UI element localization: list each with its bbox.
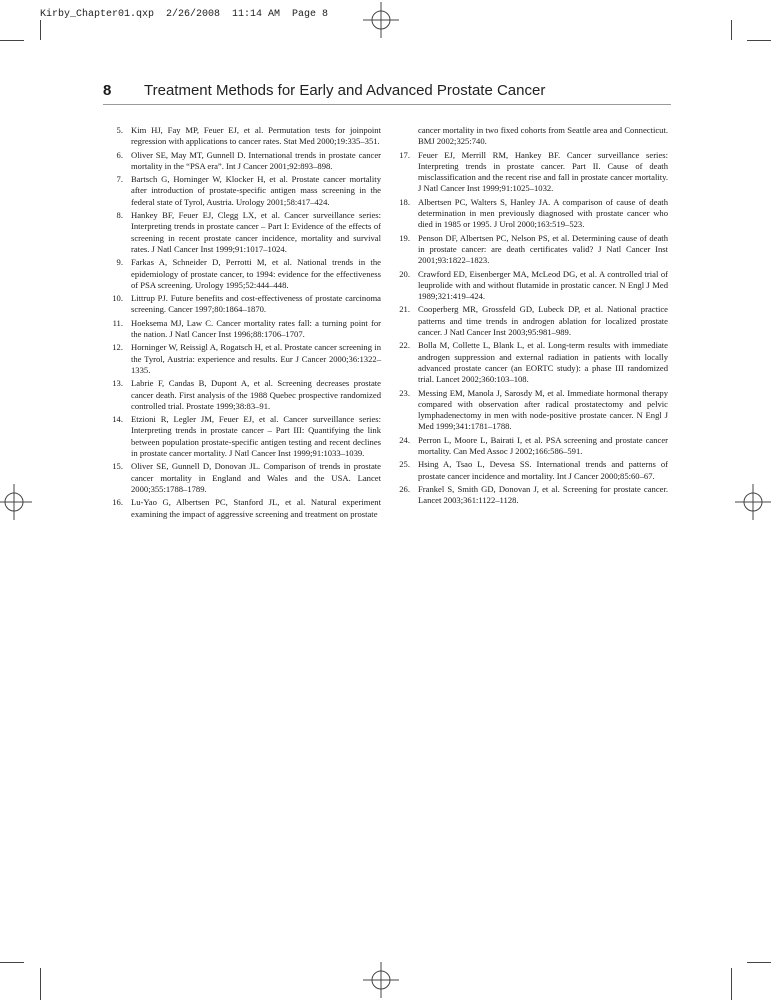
reference-item	[390, 484, 668, 507]
reference-item	[390, 340, 668, 385]
registration-mark-left	[0, 484, 32, 520]
reference-text: Frankel S, Smith GD, Donovan J, et al. Screening for prostate cancer. Lancet 2003;361:1122–1128.	[418, 483, 668, 506]
reference-number: 17.	[399, 149, 410, 160]
reference-text: Bolla M, Collette L, Blank L, et al. Long-term results with immediate androgen suppression and external radiation in patients with locally advanced prostate cancer (an EORTC study): a phase III randomized trial. Lancet 2002;360:103–108.	[418, 340, 668, 385]
reference-item	[103, 461, 381, 495]
reference-number: 9.	[116, 257, 123, 268]
reference-item	[103, 210, 381, 255]
reference-number: 5.	[116, 125, 123, 135]
reference-number: 14.	[112, 414, 123, 425]
reference-item	[103, 318, 381, 341]
reference-number: 24.	[399, 434, 410, 445]
reference-number: 10.	[112, 293, 123, 304]
reference-number: 7.	[116, 174, 123, 185]
references-right-column	[390, 125, 668, 509]
reference-item	[103, 257, 381, 291]
reference-text: Perron L, Moore L, Bairati I, et al. PSA screening and prostate cancer mortality. Can Med Assoc J 2002;166:586–591.	[418, 434, 668, 457]
reference-text: Messing EM, Manola J, Sarosdy M, et al. Immediate hormonal therapy compared with observation after radical prostatectomy and pelvic lymphadenectomy in men with node-positive prostate cancer. N Engl J Med 1999;341:1781–1788.	[418, 387, 668, 432]
reference-item	[103, 293, 381, 316]
reference-item	[390, 269, 668, 303]
page-number: 8	[103, 82, 112, 99]
reference-item	[103, 150, 381, 173]
reference-item	[390, 150, 668, 195]
reference-text: Bartsch G, Horninger W, Klocker H, et al. Prostate cancer mortality after introduction of prostate-specific antigen mass screening in the federal state of Tyrol, Austria. Urology 2001;58:417–424.	[131, 174, 381, 207]
reference-number: 6.	[116, 149, 123, 160]
reference-item	[390, 435, 668, 458]
reference-number: 20.	[399, 268, 410, 279]
reference-item	[390, 459, 668, 482]
reference-item	[390, 388, 668, 433]
reference-number: 25.	[399, 459, 410, 470]
registration-mark-right	[735, 484, 771, 520]
reference-text: Hankey BF, Feuer EJ, Clegg LX, et al. Cancer surveillance series: Interpreting trends in prostate cancer – Part I: Evidence of the effects of screening in recent prostate cancer incidence, mortality and survival rates. J Natl Cancer Inst 1999;91:1017–1024.	[131, 210, 381, 254]
reference-item	[103, 414, 381, 459]
reference-number: 19.	[399, 232, 410, 243]
running-title: Treatment Methods for Early and Advanced Prostate Cancer	[144, 82, 546, 99]
reference-text: Oliver SE, May MT, Gunnell D. International trends in prostate cancer mortality in the “PSA era”. Int J Cancer 2001;92:893–898.	[131, 149, 381, 171]
reference-text: Littrup PJ. Future benefits and cost-effectiveness of prostate carcinoma screening. Cancer 1997;80:1864–1870.	[131, 293, 381, 315]
reference-text: Oliver SE, Gunnell D, Donovan JL. Comparison of trends in prostate cancer mortality in England and Wales and the USA. Lancet 2000;355:1788–1789.	[131, 461, 381, 494]
reference-continuation: cancer mortality in two fixed cohorts from Seattle area and Connecticut. BMJ 2002;325:740.	[418, 125, 668, 147]
reference-item	[103, 174, 381, 208]
reference-number: 8.	[116, 210, 123, 221]
reference-text: Horninger W, Reissigl A, Rogatsch H, et al. Prostate cancer screening in the Tyrol, Austria: experience and results. Eur J Cancer 2000;36:1322–1335.	[131, 342, 381, 375]
reference-number: 12.	[112, 342, 123, 353]
reference-text: Feuer EJ, Merrill RM, Hankey BF. Cancer surveillance series: Interpreting trends in prostate cancer. Part II. Cause of death misclassification and the recent rise and fall in prostate cancer mortality. J Natl Cancer Inst 1999;91:1025–1032.	[418, 149, 668, 194]
reference-item	[103, 342, 381, 376]
reference-text: Hsing A, Tsao L, Devesa SS. International trends and patterns of prostate cancer incidence and mortality. Int J Cancer 2000;85:60–67.	[418, 459, 668, 481]
reference-text: Penson DF, Albertsen PC, Nelson PS, et al. Determining cause of death in prostate cancer: are death certificates valid? J Natl Cancer Inst 2001;93:1822–1823.	[418, 232, 668, 266]
reference-text: Crawford ED, Eisenberger MA, McLeod DG, et al. A controlled trial of leuprolide with and without flutamide in prostatic cancer. N Engl J Med 1989;321:419–424.	[418, 268, 668, 302]
reference-number: 13.	[112, 378, 123, 389]
reference-item	[390, 197, 668, 231]
reference-text: Kim HJ, Fay MP, Feuer EJ, et al. Permutation tests for joinpoint regression with applications to cancer rates. Stat Med 2000;19:335–351.	[131, 125, 381, 147]
reference-text: Etzioni R, Legler JM, Feuer EJ, et al. Cancer surveillance series: Interpreting trends in prostate cancer – Part III: Quantifying the link between population prostate-specific antigen testing and recent declines in prostate cancer mortality. J Natl Cancer Inst 1999;91:1033–1039.	[131, 414, 381, 459]
reference-number: 16.	[112, 497, 123, 508]
reference-text: Hoeksema MJ, Law C. Cancer mortality rates fall: a turning point for the nation. J Natl Cancer Inst 1996;88:1706–1707.	[131, 317, 381, 340]
reference-number: 23.	[399, 387, 410, 398]
reference-item	[390, 233, 668, 267]
references-left-column	[103, 125, 381, 522]
print-slug: Kirby_Chapter01.qxp 2/26/2008 11:14 AM Page 8	[40, 9, 329, 20]
header-rule	[103, 104, 671, 105]
reference-item	[103, 378, 381, 412]
reference-number: 21.	[399, 304, 410, 315]
reference-number: 18.	[399, 196, 410, 207]
page-header	[103, 82, 671, 106]
registration-mark-top	[363, 2, 399, 38]
reference-number: 11.	[112, 317, 123, 328]
reference-number: 15.	[112, 461, 123, 472]
reference-text: Labrie F, Candas B, Dupont A, et al. Screening decreases prostate cancer death. First analysis of the 1988 Quebec prospective randomized controlled trial. Prostate 1999;38:83–91.	[131, 378, 381, 411]
reference-item	[390, 304, 668, 338]
reference-text: Cooperberg MR, Grossfeld GD, Lubeck DP, et al. National practice patterns and time trends in androgen ablation for localized prostate cancer. J Natl Cancer Inst 2003;95:981–989.	[418, 304, 668, 338]
reference-text: Lu-Yao G, Albertsen PC, Stanford JL, et al. Natural experiment examining the impact of aggressive screening and treatment on prostate	[131, 497, 381, 519]
reference-item	[103, 125, 381, 148]
reference-number: 22.	[399, 340, 410, 351]
reference-text: Farkas A, Schneider D, Perrotti M, et al. National trends in the epidemiology of prostate cancer, to 1994: evidence for the effectiveness of PSA screening. Urology 1995;52:444–448.	[131, 257, 381, 290]
reference-item	[103, 497, 381, 520]
registration-mark-bottom	[363, 962, 399, 998]
reference-text: Albertsen PC, Walters S, Hanley JA. A comparison of cause of death determination in men previously diagnosed with prostate cancer who died in 1985 or 1995. J Urol 2000;163:519–523.	[418, 196, 668, 230]
reference-number: 26.	[399, 483, 410, 494]
